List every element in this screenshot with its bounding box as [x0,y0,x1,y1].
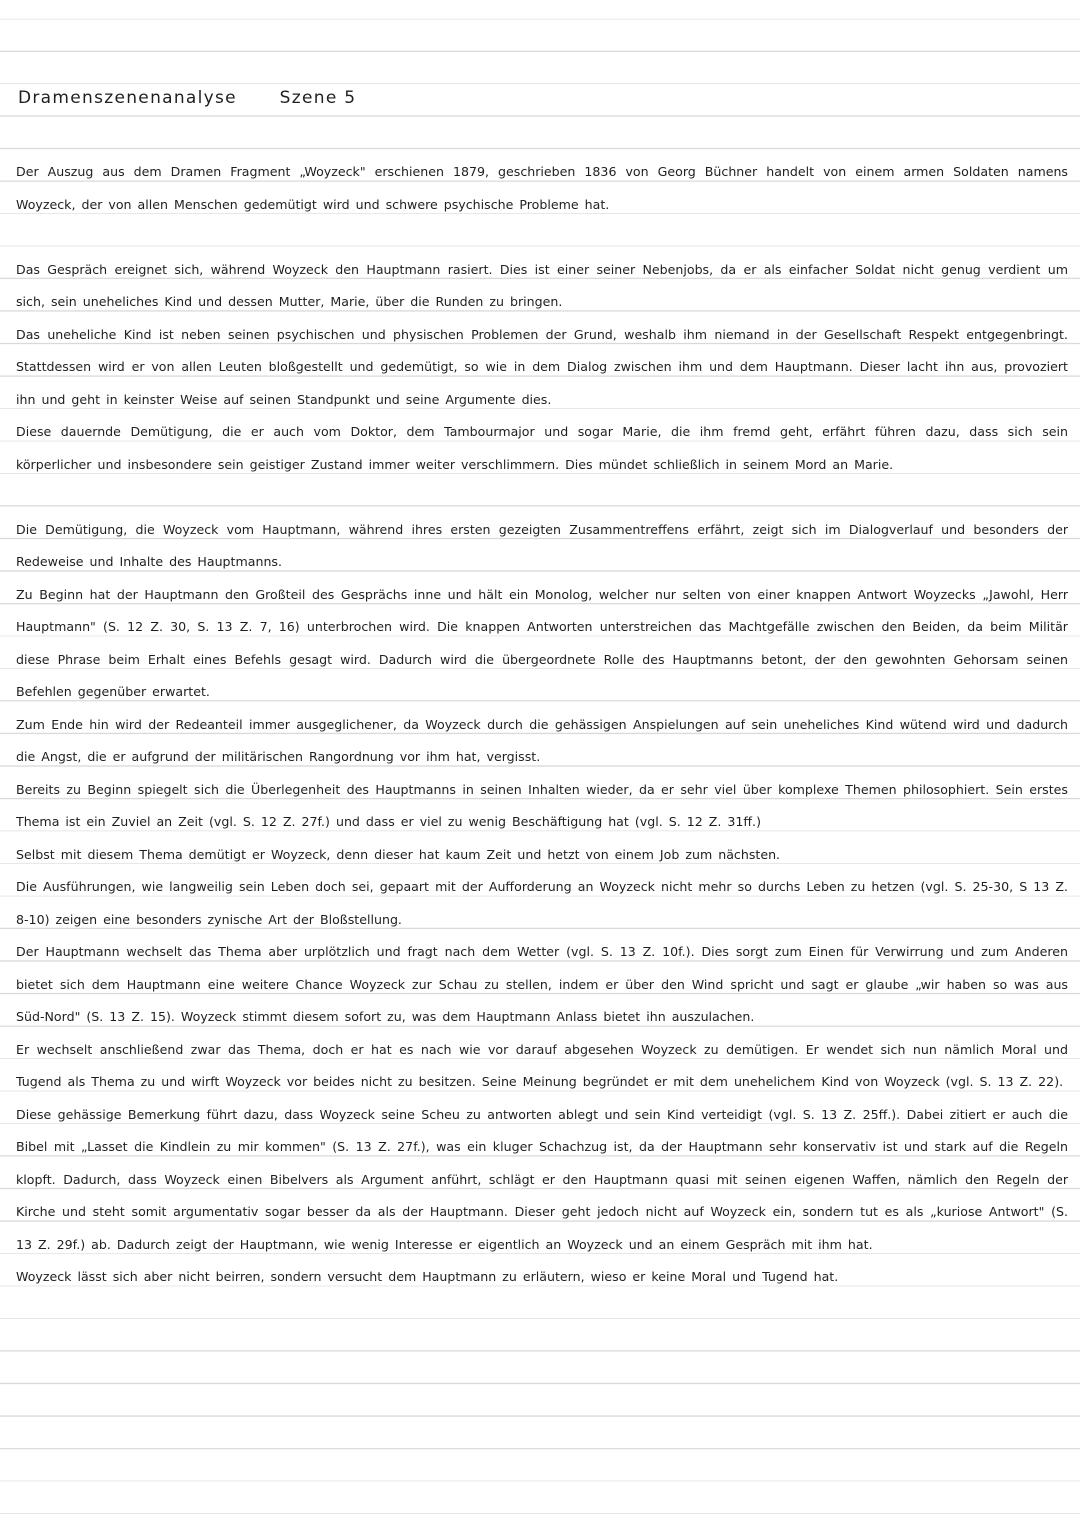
analysis-paragraph: Zu Beginn hat der Hauptmann den Großteil des Gesprächs inne und hält ein Monolog, welcher nur selten von einer knappen Antwort Woyzecks „Jawohl, Herr Hauptmann" (S. 12 Z. 30, S. 13 Z. 7, 16) unterbrochen wird. Die knappen Antworten unterstreichen das Machtgefälle zwischen den Beiden, da beim Militär diese Phrase beim Erhalt eines Befehls gesagt wird. Dadurch wird die übergeordnete Rolle des Hauptmanns betont, der den gewohnten Gehorsam seinen Befehlen gegenüber erwartet. [16,586,1068,699]
analysis-paragraph: Die Ausführungen, wie langweilig sein Leben doch sei, gepaart mit der Aufforderung an Woyzeck nicht mehr so durchs Leben zu hetzen (vgl. S. 25-30, S 13 Z. 8-10) zeigen eine besonders zynische Art der Bloßstellung. [16,879,1068,927]
context-paragraph: Das uneheliche Kind ist neben seinen psychischen und physischen Problemen der Grund, weshalb ihm niemand in der Gesellschaft Respekt entgegenbringt. Stattdessen wird er von allen Leuten bloßgestellt und gedemütigt, so wie in dem Dialog zwischen ihm und dem Hauptmann. Dieser lacht ihn aus, provoziert ihn und geht in keinster Weise auf seinen Standpunkt und seine Argumente dies. [16,326,1068,407]
paragraph-gap [16,481,1068,514]
paragraph-gap [16,221,1068,254]
context-paragraph: Das Gespräch ereignet sich, während Woyzeck den Hauptmann rasiert. Dies ist einer seiner Nebenjobs, da er als einfacher Soldat nicht genug verdient um sich, sein uneheliches Kind und dessen Mutter, Marie, über die Runden zu bringen. [16,261,1068,309]
analysis-paragraph: Der Hauptmann wechselt das Thema aber urplötzlich und fragt nach dem Wetter (vgl. S. 13 Z. 10f.). Dies sorgt zum Einen für Verwirrung und zum Anderen bietet sich dem Hauptmann eine weitere Chance Woyzeck zur Schau zu stellen, indem er über den Wind spricht und sagt er glaube „wir haben so was aus Süd-Nord" (S. 13 Z. 15). Woyzeck stimmt diesem sofort zu, was dem Hauptmann Anlass bietet ihn auszulachen. [16,944,1068,1024]
page-title: Dramenszenenanalyse [18,88,237,108]
analysis-paragraph: Selbst mit diesem Thema demütigt er Woyzeck, denn dieser hat kaum Zeit und hetzt von einem Job zum nächsten. [16,846,781,862]
analysis-paragraph: Zum Ende hin wird der Redeanteil immer ausgeglichener, da Woyzeck durch die gehässigen Anspielungen auf sein uneheliches Kind wütend wird und dadurch die Angst, die er aufgrund der militärischen Rangordnung vor ihm hat, vergisst. [16,716,1068,764]
scene-label: Szene 5 [279,88,357,108]
page-heading [18,88,356,108]
essay-body [16,156,1068,1294]
analysis-paragraph: Woyzeck lässt sich aber nicht beirren, sondern versucht dem Hauptmann zu erläutern, wieso er keine Moral und Tugend hat. [16,1269,839,1284]
analysis-paragraph: Diese gehässige Bemerkung führt dazu, dass Woyzeck seine Scheu zu antworten ablegt und sein Kind verteidigt (vgl. S. 13 Z. 25ff.). Dabei zitiert er auch die Bibel mit „Lasset die Kindlein zu mir kommen" (S. 13 Z. 27f.), was ein kluger Schachzug ist, da der Hauptmann sehr konservativ ist und stark auf die Regeln klopft. Dadurch, dass Woyzeck einen Bibelvers als Argument anführt, schlägt er den Hauptmann quasi mit seinen eigenen Waffen, nämlich den Regeln der Kirche und steht somit argumentativ sogar besser da als der Hauptmann. Dieser geht jedoch nicht auf Woyzeck ein, sondern tut es als „kuriose Antwort" (S. 13 Z. 29f.) ab. Dadurch zeigt der Hauptmann, wie wenig Interesse er eigentlich an Woyzeck und an einem Gespräch mit ihm hat. [16,1106,1068,1252]
analysis-paragraph: Die Demütigung, die Woyzeck vom Hauptmann, während ihres ersten gezeigten Zusammentreffens erfährt, zeigt sich im Dialogverlauf und besonders der Redeweise und Inhalte des Hauptmanns. [16,521,1068,569]
analysis-paragraph: Er wechselt anschließend zwar das Thema, doch er hat es nach wie vor darauf abgesehen Woyzeck zu demütigen. Er wendet sich nun nämlich Moral und Tugend als Thema zu und wirft Woyzeck vor beides nicht zu besitzen. Seine Meinung begründet er mit dem unehelichem Kind von Woyzeck (vgl. S. 13 Z. 22). [16,1041,1068,1089]
analysis-paragraph: Bereits zu Beginn spiegelt sich die Überlegenheit des Hauptmanns in seinen Inhalten wieder, da er sehr viel über komplexe Themen philosophiert. Sein erstes Thema ist ein Zuviel an Zeit (vgl. S. 12 Z. 27f.) und dass er viel zu wenig Beschäftigung hat (vgl. S. 12 Z. 31ff.) [16,781,1068,829]
intro-paragraph: Der Auszug aus dem Dramen Fragment „Woyzeck" erschienen 1879, geschrieben 1836 von Georg Büchner handelt von einem armen Soldaten namens Woyzeck, der von allen Menschen gedemütigt wird und schwere psychische Probleme hat. [16,164,1068,212]
context-paragraph: Diese dauernde Demütigung, die er auch vom Doktor, dem Tambourmajor und sogar Marie, die ihm fremd geht, erfährt führen dazu, dass sich sein körperlicher und insbesondere sein geistiger Zustand immer weiter verschlimmern. Dies mündet schließlich in seinem Mord an Marie. [16,424,1068,472]
